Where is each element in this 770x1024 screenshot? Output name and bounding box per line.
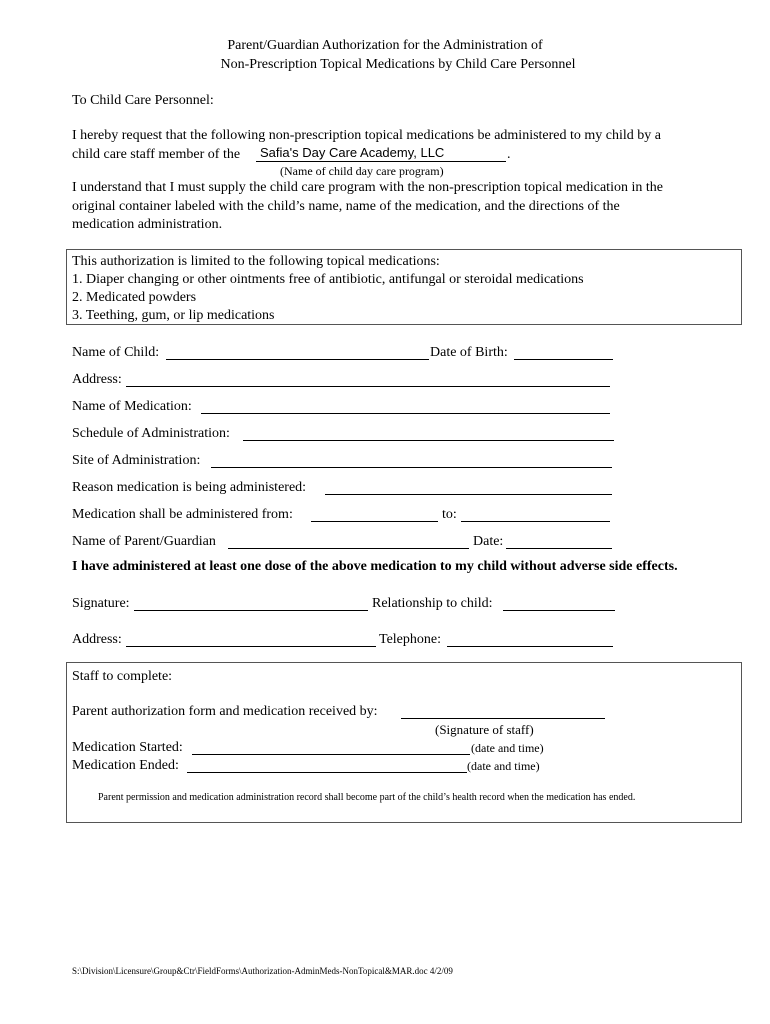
- footer-file-path: S:\Division\Licensure\Group&Ctr\FieldForms\Authorization-AdminMeds-NonTopical&MAR.doc 4/2/09: [72, 966, 453, 976]
- child-name-label: Name of Child:: [72, 345, 160, 360]
- staff-heading: Staff to complete:: [72, 669, 173, 684]
- medication-started-label: Medication Started:: [72, 740, 183, 755]
- date-label: Date:: [473, 534, 504, 549]
- request-text-line-1: I hereby request that the following non-prescription topical medications be administered to my child by a: [72, 128, 662, 143]
- medication-started-field[interactable]: [192, 754, 470, 755]
- program-name-underline: [256, 161, 506, 162]
- understand-text-line-2: original container labeled with the child’s name, name of the medication, and the directions of the: [72, 199, 620, 214]
- telephone-field[interactable]: [447, 646, 613, 647]
- medication-name-label: Name of Medication:: [72, 399, 192, 414]
- telephone-label: Telephone:: [379, 632, 441, 647]
- program-name-field[interactable]: Safia's Day Care Academy, LLC: [260, 145, 445, 160]
- schedule-label: Schedule of Administration:: [72, 426, 230, 441]
- form-title-line-1: Parent/Guardian Authorization for the Administration of: [227, 38, 543, 53]
- signature-label: Signature:: [72, 596, 130, 611]
- reason-label: Reason medication is being administered:: [72, 480, 307, 495]
- limits-item: 3. Teething, gum, or lip medications: [72, 308, 275, 323]
- program-name-period: .: [507, 147, 511, 162]
- schedule-field[interactable]: [243, 440, 614, 441]
- parent-address-label: Address:: [72, 632, 122, 647]
- site-field[interactable]: [211, 467, 612, 468]
- address-field[interactable]: [126, 386, 610, 387]
- received-by-field[interactable]: [401, 718, 605, 719]
- relationship-label: Relationship to child:: [372, 596, 493, 611]
- medication-name-field[interactable]: [201, 413, 610, 414]
- parent-address-field[interactable]: [126, 646, 376, 647]
- to-label: to:: [442, 507, 457, 522]
- salutation: To Child Care Personnel:: [72, 93, 214, 108]
- parent-name-field[interactable]: [228, 548, 469, 549]
- parent-name-label: Name of Parent/Guardian: [72, 534, 216, 549]
- understand-text-line-3: medication administration.: [72, 217, 223, 232]
- ended-caption: (date and time): [467, 759, 540, 773]
- form-title-line-2: Non-Prescription Topical Medications by Child Care Personnel: [220, 57, 576, 72]
- medication-ended-field[interactable]: [187, 772, 467, 773]
- from-field[interactable]: [311, 521, 438, 522]
- relationship-field[interactable]: [503, 610, 615, 611]
- medication-ended-label: Medication Ended:: [72, 758, 179, 773]
- request-text-line-2: child care staff member of the: [72, 147, 241, 162]
- to-field[interactable]: [461, 521, 610, 522]
- date-field[interactable]: [506, 548, 612, 549]
- health-record-note: Parent permission and medication administration record shall become part of the child’s health record when the medication has ended.: [98, 792, 636, 803]
- signature-field[interactable]: [134, 610, 368, 611]
- child-name-field[interactable]: [166, 359, 429, 360]
- limits-item: 1. Diaper changing or other ointments free of antibiotic, antifungal or steroidal medications: [72, 272, 584, 287]
- site-label: Site of Administration:: [72, 453, 201, 468]
- address-label: Address:: [72, 372, 122, 387]
- administered-statement: I have administered at least one dose of the above medication to my child without adverse side effects.: [72, 559, 678, 574]
- limits-item: 2. Medicated powders: [72, 290, 197, 305]
- reason-field[interactable]: [325, 494, 612, 495]
- dob-label: Date of Birth:: [430, 345, 508, 360]
- received-by-label: Parent authorization form and medication received by:: [72, 704, 378, 719]
- limits-heading: This authorization is limited to the following topical medications:: [72, 254, 440, 269]
- program-name-caption: (Name of child day care program): [280, 164, 444, 178]
- started-caption: (date and time): [471, 741, 544, 755]
- staff-signature-caption: (Signature of staff): [435, 722, 534, 737]
- dob-field[interactable]: [514, 359, 613, 360]
- understand-text-line-1: I understand that I must supply the child care program with the non-prescription topical medication in the: [72, 180, 663, 195]
- from-label: Medication shall be administered from:: [72, 507, 293, 522]
